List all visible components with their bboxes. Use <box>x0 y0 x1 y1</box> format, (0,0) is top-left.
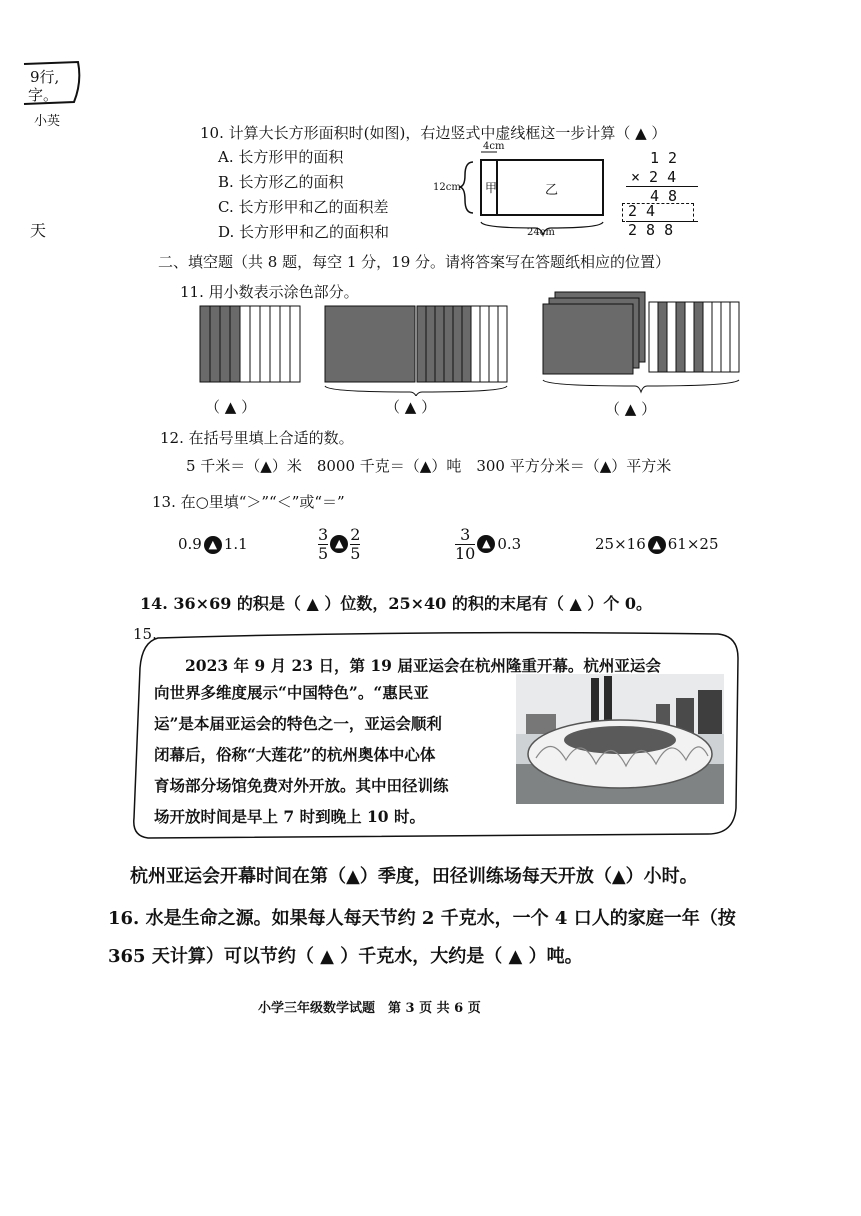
q14-text: 14. 36×69 的积是（ ▲ ）位数，25×40 的积的末尾有（ ▲ ）个 0。 <box>140 594 653 613</box>
rect-jia-label: 甲 <box>485 181 498 195</box>
q13-item1-right: 1.1 <box>223 535 248 553</box>
margin-note-4: 天 <box>30 221 47 240</box>
compare-circle-2: ▲ <box>330 535 348 553</box>
q13-item-1 <box>178 535 248 554</box>
q11-blank-3: （ ▲ ） <box>605 400 657 418</box>
compare-circle-4: ▲ <box>648 536 666 554</box>
q10-option-c: C. 长方形甲和乙的面积差 <box>218 198 389 216</box>
height-label: 12cm <box>433 182 461 193</box>
q15-question: 杭州亚运会开幕时间在第（▲）季度，田径训练场每天开放（▲）小时。 <box>130 866 698 887</box>
page-footer: 小学三年级数学试题 第 3 页 共 6 页 <box>258 1001 481 1016</box>
q11-blank-2: （ ▲ ） <box>385 398 437 416</box>
q11-blank-1: （ ▲ ） <box>205 398 257 416</box>
calc-line-5: 2 8 8 <box>628 221 674 239</box>
q12-line: 5 千米＝（▲）米 8000 千克＝（▲）吨 300 平方分米＝（▲）平方米 <box>186 457 672 475</box>
q13-item2-left-num: 3 <box>318 525 329 544</box>
story-line-3: 运”是本届亚运会的特色之一，亚运会顺利 <box>154 714 442 733</box>
decimal-figure-2 <box>320 304 520 396</box>
q13-item3-right: 0.3 <box>497 535 522 554</box>
bottom-label: 24cm <box>527 227 555 238</box>
q12-stem: 12. 在括号里填上合适的数。 <box>160 429 354 447</box>
calc-line-3: 4 8 <box>650 187 678 205</box>
q13-item4-left: 25×16 <box>595 535 646 553</box>
margin-note-3: 小英 <box>34 114 61 129</box>
story-line-5: 育场部分场馆免费对外开放。其中田径训练 <box>154 776 449 795</box>
q11-stem: 11. 用小数表示涂色部分。 <box>180 283 359 301</box>
compare-circle-1: ▲ <box>204 536 222 554</box>
q15-number: 15. <box>133 625 157 643</box>
q13-item-4 <box>595 535 719 554</box>
q13-item2-right-den: 5 <box>350 543 361 563</box>
q13-item3-left-den: 10 <box>455 543 476 563</box>
section-2-title: 二、填空题（共 8 题，每空 1 分，19 分。请将答案写在答题纸相应的位置） <box>158 253 671 271</box>
margin-note-2: 字。 <box>28 86 59 104</box>
calc-line-4: 2 4 <box>628 202 656 220</box>
compare-circle-3: ▲ <box>477 535 495 553</box>
q10-stem: 10. 计算大长方形面积时(如图)，右边竖式中虚线框这一步计算（ ▲ ） <box>200 124 667 142</box>
q13-item3-left-num: 3 <box>460 525 471 544</box>
q16-line-1: 16. 水是生命之源。如果每人每天节约 2 千克水，一个 4 口人的家庭一年（按 <box>108 908 736 929</box>
q13-item2-right-num: 2 <box>350 525 361 544</box>
stadium-photo <box>516 674 724 804</box>
rect-yi-label: 乙 <box>545 183 559 198</box>
q13-stem: 13. 在○里填“＞”“＜”或“＝” <box>152 493 345 511</box>
story-line-4: 闭幕后，俗称“大莲花”的杭州奥体中心体 <box>154 745 436 764</box>
margin-note-1: 9行, <box>30 68 60 86</box>
story-line-6: 场开放时间是早上 7 时到晚上 10 时。 <box>154 807 425 826</box>
calc-line-1: 1 2 <box>650 149 678 167</box>
calc-line-2: × 2 4 <box>631 168 677 186</box>
q10-option-d: D. 长方形甲和乙的面积和 <box>218 223 390 241</box>
decimal-figure-3 <box>535 290 745 400</box>
q13-item4-right: 61×25 <box>667 535 719 553</box>
q13-item-3 <box>455 526 521 562</box>
q13-item1-left: 0.9 <box>178 535 202 553</box>
q15-story <box>154 650 734 681</box>
decimal-figure-1 <box>195 304 305 394</box>
q13-item2-left-den: 5 <box>318 543 329 563</box>
story-line-1: 2023 年 9 月 23 日，第 19 届亚运会在杭州隆重开幕。杭州亚运会 <box>185 656 661 675</box>
q10-option-b: B. 长方形乙的面积 <box>218 173 344 191</box>
q13-item-2 <box>318 526 360 562</box>
story-line-2: 向世界多维度展示“中国特色”。“惠民亚 <box>154 683 429 702</box>
q16-line-2: 365 天计算）可以节约（ ▲ ）千克水，大约是（ ▲ ）吨。 <box>108 946 583 967</box>
q10-option-a: A. 长方形甲的面积 <box>218 148 344 166</box>
width-label: 4cm <box>483 141 505 152</box>
